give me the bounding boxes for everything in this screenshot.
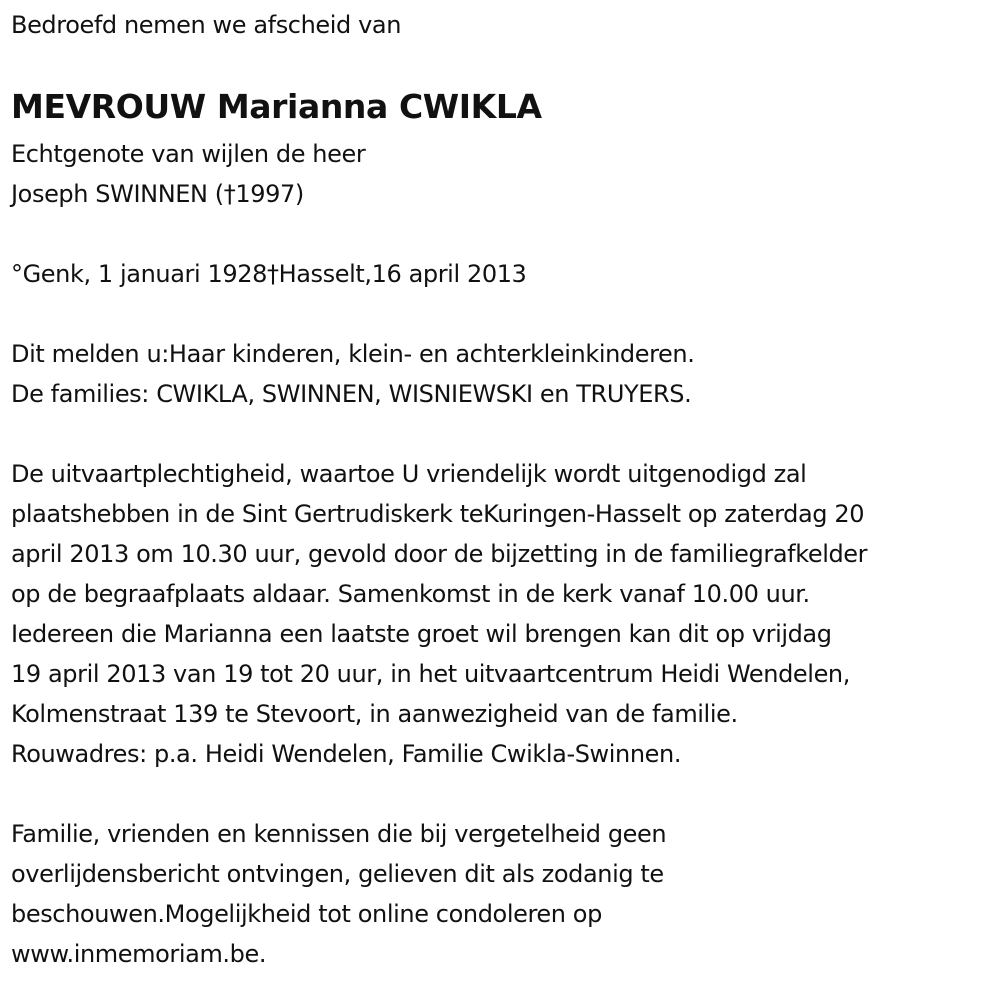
- ceremony-line-3: april 2013 om 10.30 uur, gevold door de bijzetting in de familiegrafkelder: [11, 540, 868, 568]
- ceremony-line-8: Rouwadres: p.a. Heidi Wendelen, Familie Cwikla-Swinnen.: [11, 740, 682, 768]
- intro-text: Bedroefd nemen we afscheid van: [11, 11, 402, 39]
- spouse-line-1: Echtgenote van wijlen de heer: [11, 140, 366, 168]
- ceremony-line-4: op de begraafplaats aldaar. Samenkomst in de kerk vanaf 10.00 uur.: [11, 580, 810, 608]
- condolence-url: www.inmemoriam.be.: [11, 940, 267, 968]
- closing-line-2: overlijdensbericht ontvingen, gelieven dit als zodanig te: [11, 860, 664, 888]
- family-line-2: De families: CWIKLA, SWINNEN, WISNIEWSKI en TRUYERS.: [11, 380, 692, 408]
- closing-line-1: Familie, vrienden en kennissen die bij vergetelheid geen: [11, 820, 667, 848]
- ceremony-line-5: Iedereen die Marianna een laatste groet wil brengen kan dit op vrijdag: [11, 620, 832, 648]
- ceremony-line-6: 19 april 2013 van 19 tot 20 uur, in het uitvaartcentrum Heidi Wendelen,: [11, 660, 850, 688]
- ceremony-line-2: plaatshebben in de Sint Gertrudiskerk teKuringen-Hasselt op zaterdag 20: [11, 500, 865, 528]
- closing-line-3: beschouwen.Mogelijkheid tot online condoleren op: [11, 900, 602, 928]
- spouse-line-2: Joseph SWINNEN (†1997): [11, 180, 304, 208]
- birth-death-dates: °Genk, 1 januari 1928†Hasselt,16 april 2013: [11, 260, 527, 288]
- ceremony-line-1: De uitvaartplechtigheid, waartoe U vriendelijk wordt uitgenodigd zal: [11, 460, 807, 488]
- ceremony-line-7: Kolmenstraat 139 te Stevoort, in aanwezigheid van de familie.: [11, 700, 738, 728]
- family-line-1: Dit melden u:Haar kinderen, klein- en achterkleinkinderen.: [11, 340, 695, 368]
- deceased-name: MEVROUW Marianna CWIKLA: [11, 87, 542, 126]
